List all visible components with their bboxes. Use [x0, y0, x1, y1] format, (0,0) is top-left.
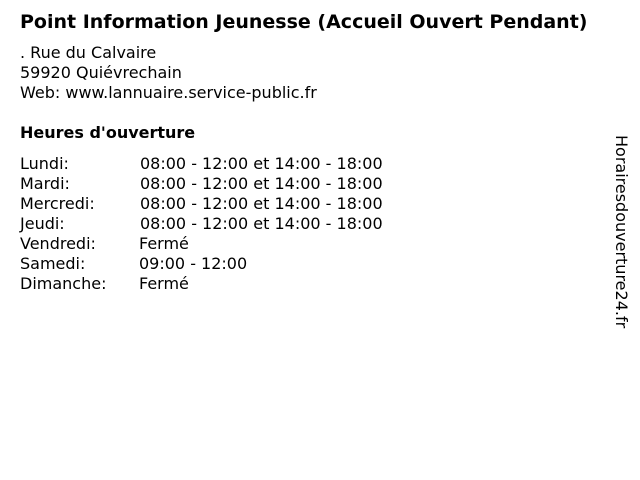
street-address: . Rue du Calvaire	[20, 43, 157, 62]
time-value: 08:00 - 12:00 et 14:00 - 18:00	[140, 154, 383, 173]
website-line: Web: www.lannuaire.service-public.fr	[20, 83, 317, 102]
time-value: 08:00 - 12:00 et 14:00 - 18:00	[140, 174, 383, 193]
day-label: Vendredi:	[20, 234, 96, 253]
time-value: 08:00 - 12:00 et 14:00 - 18:00	[140, 194, 383, 213]
time-value: 09:00 - 12:00	[139, 254, 248, 273]
time-value: Fermé	[139, 274, 189, 293]
day-label: Lundi:	[20, 154, 69, 173]
day-label: Dimanche:	[20, 274, 107, 293]
day-label: Jeudi:	[20, 214, 65, 233]
day-label: Mercredi:	[20, 194, 95, 213]
day-label: Samedi:	[20, 254, 86, 273]
time-value: 08:00 - 12:00 et 14:00 - 18:00	[140, 214, 383, 233]
time-value: Fermé	[139, 234, 189, 253]
site-watermark: Horairesdouverture24.fr	[612, 135, 631, 329]
postal-city: 59920 Quiévrechain	[20, 63, 182, 82]
day-label: Mardi:	[20, 174, 70, 193]
page-title: Point Information Jeunesse (Accueil Ouvert Pendant)	[20, 11, 588, 33]
address-block	[20, 43, 317, 103]
hours-heading: Heures d'ouverture	[20, 123, 196, 142]
